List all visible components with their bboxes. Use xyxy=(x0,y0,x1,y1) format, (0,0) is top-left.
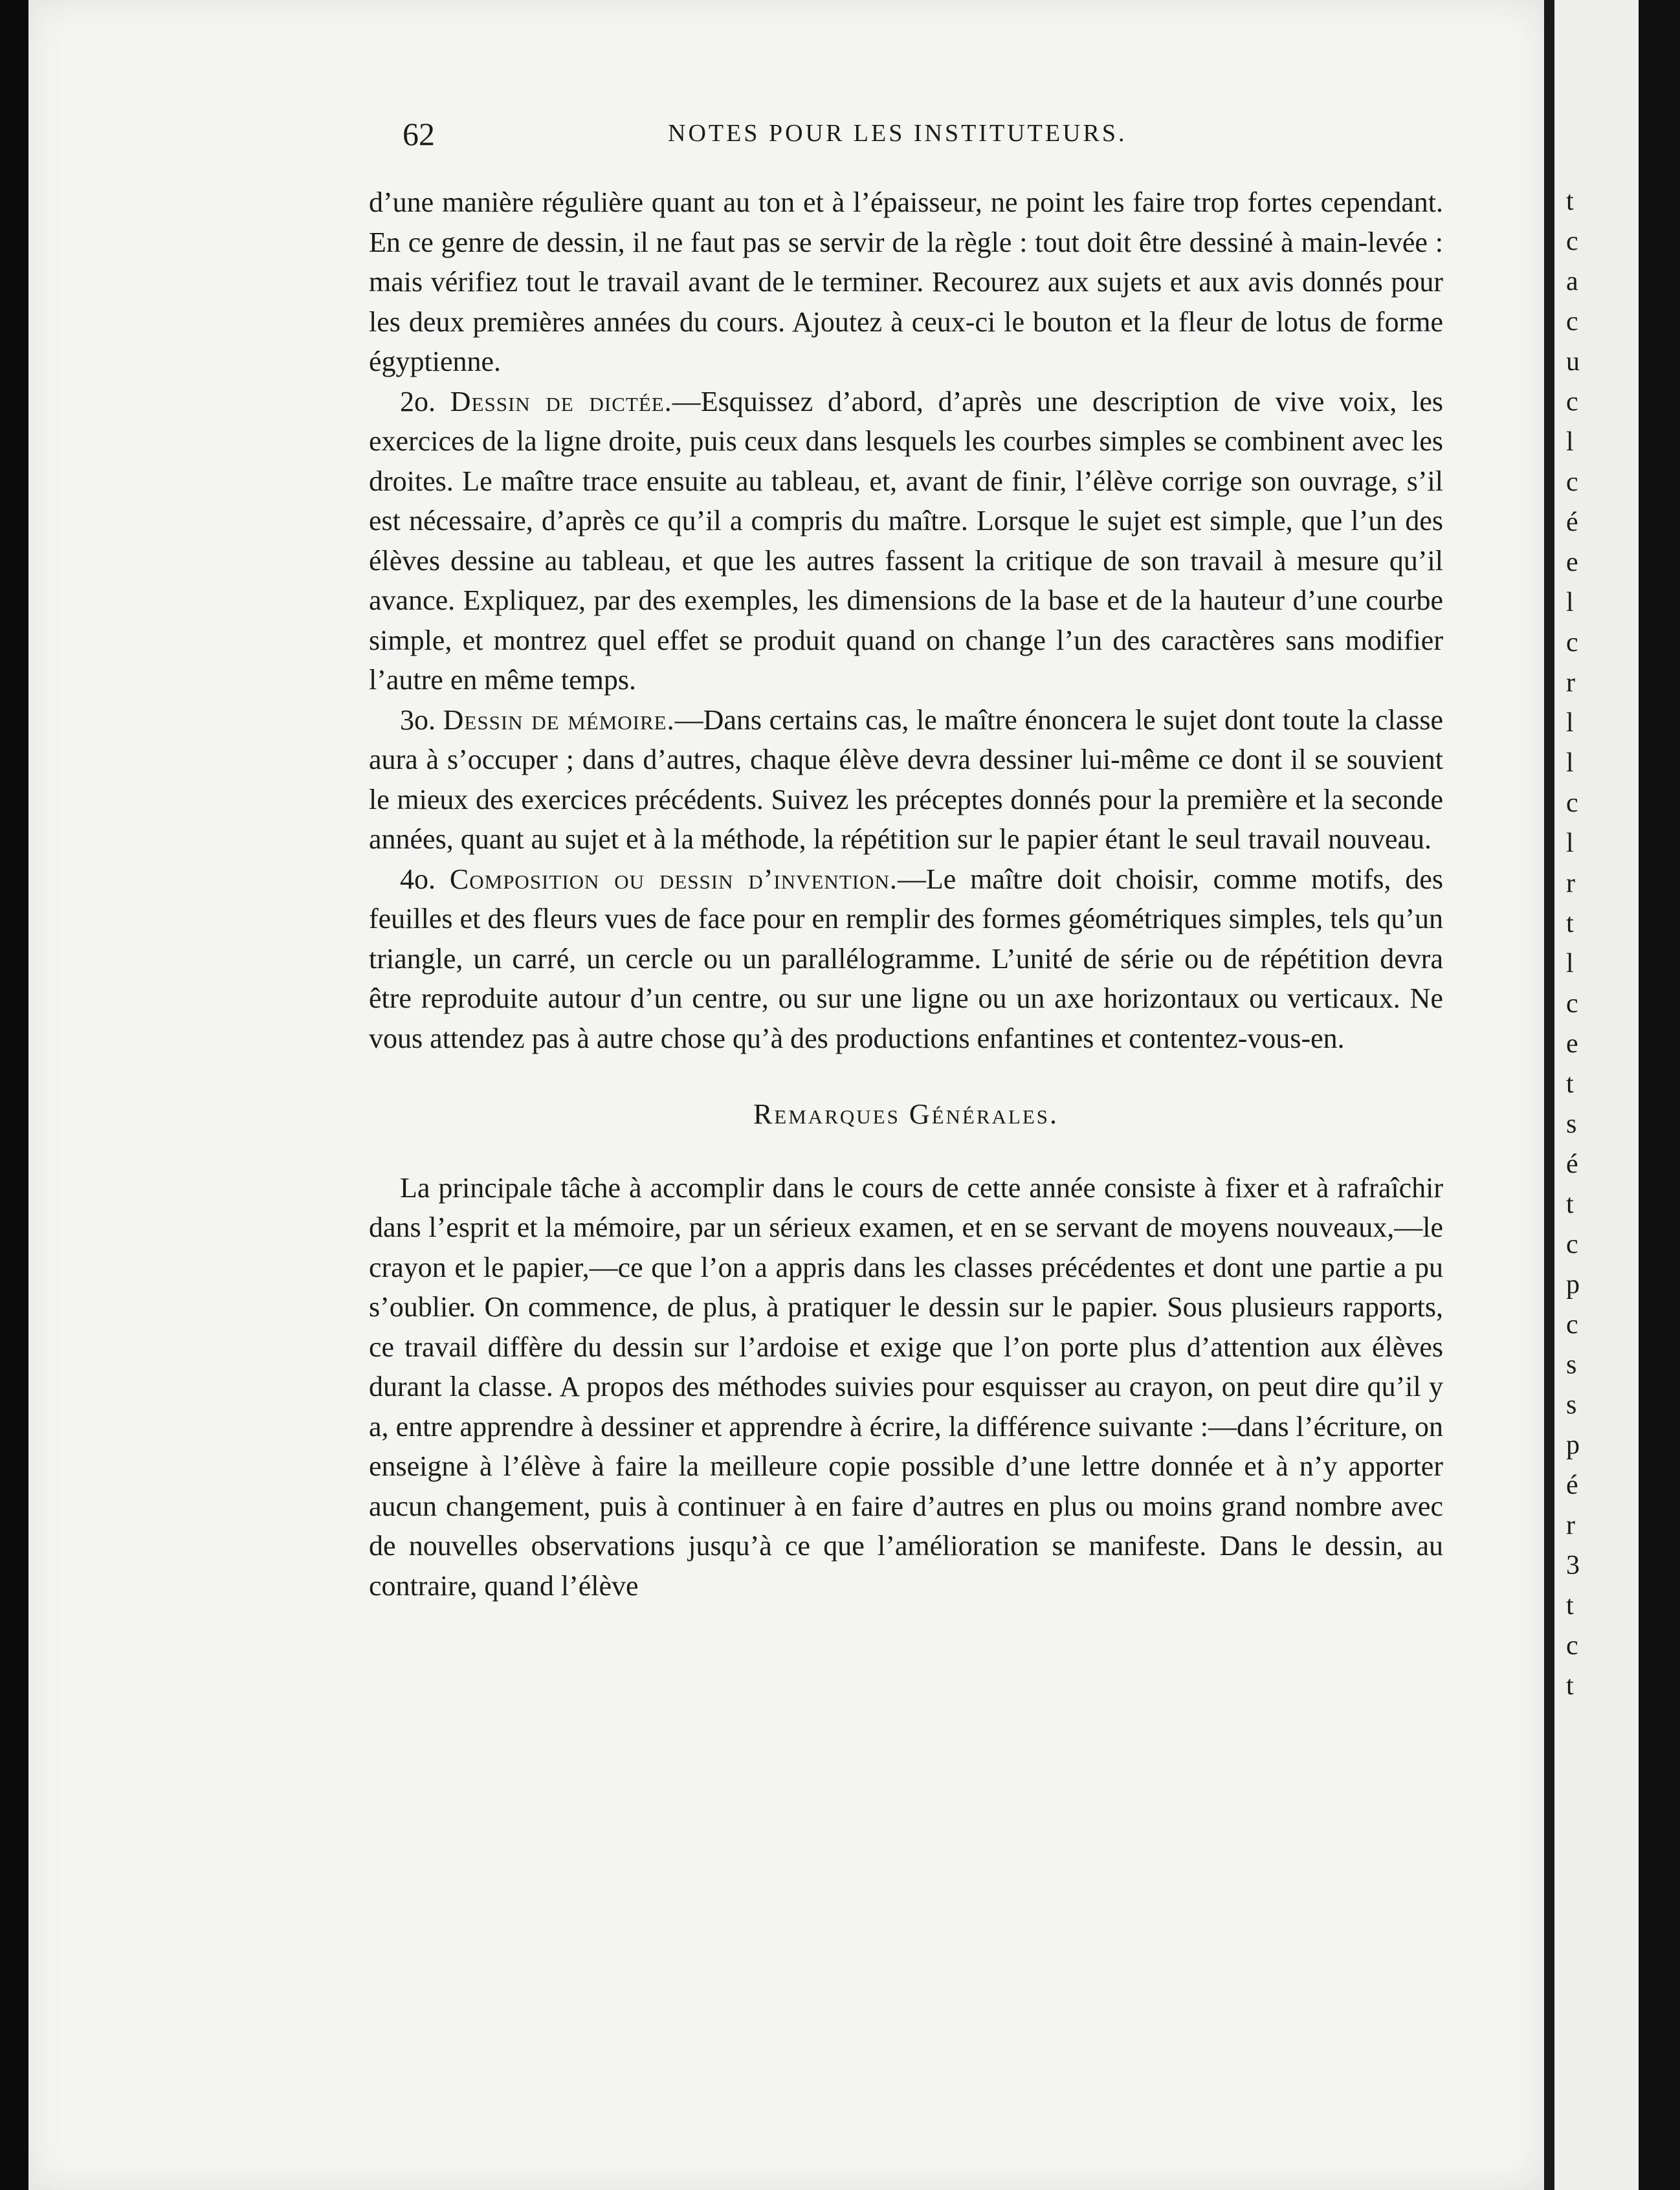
edge-letter: c xyxy=(1566,387,1578,417)
edge-letter: c xyxy=(1566,989,1578,1019)
item-heading: Dessin de dictée. xyxy=(450,385,672,417)
edge-letter: t xyxy=(1566,909,1574,938)
edge-letter: l xyxy=(1566,949,1574,979)
page-gutter xyxy=(1544,0,1554,2190)
edge-letter: a xyxy=(1566,267,1578,296)
edge-letter: c xyxy=(1566,1310,1578,1340)
edge-letter: 3 xyxy=(1566,1551,1580,1580)
edge-letter: c xyxy=(1566,1230,1578,1259)
edge-letter: p xyxy=(1566,1270,1580,1300)
edge-letter: e xyxy=(1566,548,1578,577)
scan-border-right xyxy=(1639,0,1680,2190)
edge-letter: s xyxy=(1566,1109,1577,1139)
edge-letter: é xyxy=(1566,507,1578,537)
edge-letter: t xyxy=(1566,1671,1574,1701)
paragraph-remarques: La principale tâche à accomplir dans le cours de cette année consiste à fixer et à rafraîchir dans l’esprit et la mémoire, par un sérieux examen, et en se servant de moyens nouveaux,—le crayon et le papier,—ce que l’on a appris dans les classes précédentes et dont une partie a pu s’oublier. On commence, de plus, à pratiquer le dessin sur le papier. Sous plusieurs rapports, ce travail diffère du dessin sur l’ardoise et exige que l’on porte plus d’attention aux élèves durant la classe. A propos des méthodes suivies pour esquisser au crayon, on peut dire qu’il y a, entre apprendre à dessiner et apprendre à écrire, la différence suivante :—dans l’écriture, on enseigne à l’élève à faire la meilleure copie possible d’une lettre donnée et à n’y apporter aucun changement, puis à continuer à en faire d’autres en plus ou moins grand nombre avec de nouvelles observations jusqu’à ce que l’amélioration se manifeste. Dans le dessin, au contraire, quand l’élève xyxy=(369,1171,1443,1602)
item-text: —Dans certains cas, le maître énoncera le sujet dont toute la classe aura à s’occuper ; dans d’autres, chaque élève devra dessiner lui-même ce dont il se souvient le mieux des exercices précédents. Suivez les préceptes donnés pour la première et la seconde années, quant au sujet et à la méthode, la répétition sur le papier étant le seul travail nouveau. xyxy=(369,703,1444,855)
edge-letter: c xyxy=(1566,628,1578,658)
paragraph-continuation: d’une manière régulière quant au ton et à l’épaisseur, ne point les faire trop fortes cependant. En ce genre de dessin, il ne faut pas se servir de la règle : tout doit être dessiné à main-levée : mais vérifiez tout le travail avant de le terminer. Recourez aux sujets et aux avis donnés pour les deux premières années du cours. Ajoutez à ceux-ci le bouton et la fleur de lotus de forme égyptienne. xyxy=(369,186,1443,377)
edge-letter: t xyxy=(1566,1189,1574,1219)
edge-letter: é xyxy=(1566,1149,1578,1179)
edge-letter: u xyxy=(1566,347,1580,377)
edge-letter: t xyxy=(1566,186,1574,216)
edge-letter: r xyxy=(1566,868,1575,898)
item-text: —Esquissez d’abord, d’après une description de vive voix, les exercices de la ligne droite, puis ceux dans lesquels les courbes simples se combinent avec les droites. Le maître trace ensuite au tableau, et, avant de finir, l’élève corrige son ouvrage, s’il est nécessaire, d’après ce qu’il a compris du maître. Lorsque le sujet est simple, que l’un des élèves dessine au tableau, et que les autres fassent la critique de son travail à mesure qu’il avance. Expliquez, par des exemples, les dimensions de la base et de la hauteur d’une courbe simple, et montrez quel effet se produit quand on change l’un des caractères sans modifier l’autre en même temps. xyxy=(369,385,1444,696)
item-number: 2o. xyxy=(400,385,436,417)
edge-letter: t xyxy=(1566,1069,1574,1099)
paragraph-memoire xyxy=(369,700,1443,859)
edge-letter: r xyxy=(1566,1510,1575,1540)
item-heading: Composition ou dessin d’invention. xyxy=(449,863,898,895)
running-title: NOTES POUR LES INSTITUTEURS. xyxy=(668,120,1127,147)
edge-letter: c xyxy=(1566,307,1578,337)
edge-letter: t xyxy=(1566,1591,1574,1620)
edge-letter: p xyxy=(1566,1430,1580,1460)
item-number: 4o. xyxy=(400,863,436,895)
edge-letter: l xyxy=(1566,427,1574,457)
body-text xyxy=(369,182,1443,1606)
item-heading: Dessin de mémoire. xyxy=(443,703,675,736)
edge-letter: r xyxy=(1566,668,1575,698)
page-number: 62 xyxy=(403,116,435,152)
page-header xyxy=(403,115,1477,154)
edge-letter: c xyxy=(1566,1631,1578,1661)
paragraph-composition xyxy=(369,859,1443,1059)
paragraph-dictee xyxy=(369,382,1443,700)
section-heading: Remarques Générales. xyxy=(753,1098,1059,1130)
item-number: 3o. xyxy=(400,703,436,736)
edge-letter: c xyxy=(1566,227,1578,256)
edge-letter: l xyxy=(1566,708,1574,738)
edge-letter: l xyxy=(1566,748,1574,778)
edge-letter: s xyxy=(1566,1390,1577,1420)
edge-letter: c xyxy=(1566,788,1578,818)
edge-letter: l xyxy=(1566,828,1574,858)
edge-letter: l xyxy=(1566,588,1574,617)
item-text: —Le maître doit choisir, comme motifs, des feuilles et des fleurs vues de face pour en remplir des formes géométriques simples, tels qu’un triangle, un carré, un cercle ou un parallélogramme. L’unité de série ou de répétition devra être reproduite autour d’un centre, ou sur une ligne ou un axe horizontaux ou verticaux. Ne vous attendez pas à autre chose qu’à des productions enfantines et contentez-vous-en. xyxy=(369,863,1444,1054)
edge-letter: e xyxy=(1566,1029,1578,1059)
edge-letter: c xyxy=(1566,467,1578,497)
edge-letter: s xyxy=(1566,1350,1577,1380)
edge-letter: é xyxy=(1566,1470,1578,1500)
